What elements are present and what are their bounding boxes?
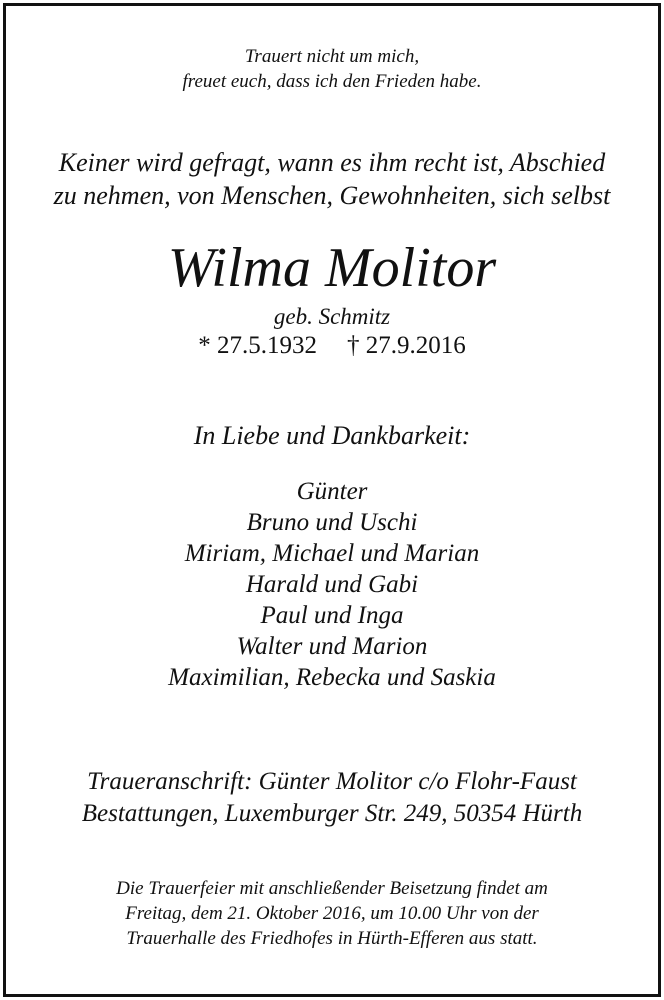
funeral-service-note bbox=[0, 876, 664, 951]
birth-date: * 27.5.1932 bbox=[198, 332, 317, 359]
address-line: Traueranschrift: Günter Molitor c/o Flohr-Faust bbox=[87, 768, 577, 795]
service-line: Die Trauerfeier mit anschließender Beisetzung findet am bbox=[116, 878, 548, 899]
mourner-item: Bruno und Uschi bbox=[246, 509, 418, 536]
service-line: Freitag, dem 21. Oktober 2016, um 10.00 Uhr von der bbox=[125, 903, 539, 924]
mourner-item: Miriam, Michael und Marian bbox=[184, 540, 480, 567]
quote-line: zu nehmen, von Menschen, Gewohnheiten, sich selbst bbox=[53, 181, 611, 210]
condolence-address bbox=[0, 766, 664, 830]
motto-line: freuet euch, dass ich den Frieden habe. bbox=[182, 71, 482, 92]
thanks-heading: In Liebe und Dankbarkeit: bbox=[193, 421, 471, 450]
motto-line: Trauert nicht um mich, bbox=[244, 46, 420, 67]
mourner-item: Paul und Inga bbox=[260, 602, 404, 629]
mourner-item: Maximilian, Rebecka und Saskia bbox=[168, 664, 496, 691]
mourner-item: Günter bbox=[296, 478, 368, 505]
death-date: † 27.9.2016 bbox=[347, 332, 466, 359]
address-line: Bestattungen, Luxemburger Str. 249, 50354 Hürth bbox=[81, 800, 583, 827]
mourners-list bbox=[0, 476, 664, 693]
birth-name: geb. Schmitz bbox=[273, 304, 391, 329]
motto bbox=[0, 44, 664, 94]
mourner-item: Walter und Marion bbox=[236, 633, 428, 660]
quote-line: Keiner wird gefragt, wann es ihm recht ist, Abschied bbox=[58, 148, 606, 177]
service-line: Trauerhalle des Friedhofes in Hürth-Efferen aus statt. bbox=[126, 928, 538, 949]
quote bbox=[0, 146, 664, 212]
mourner-item: Harald und Gabi bbox=[245, 571, 419, 598]
deceased-name: Wilma Molitor bbox=[167, 237, 497, 299]
life-dates bbox=[0, 331, 664, 361]
